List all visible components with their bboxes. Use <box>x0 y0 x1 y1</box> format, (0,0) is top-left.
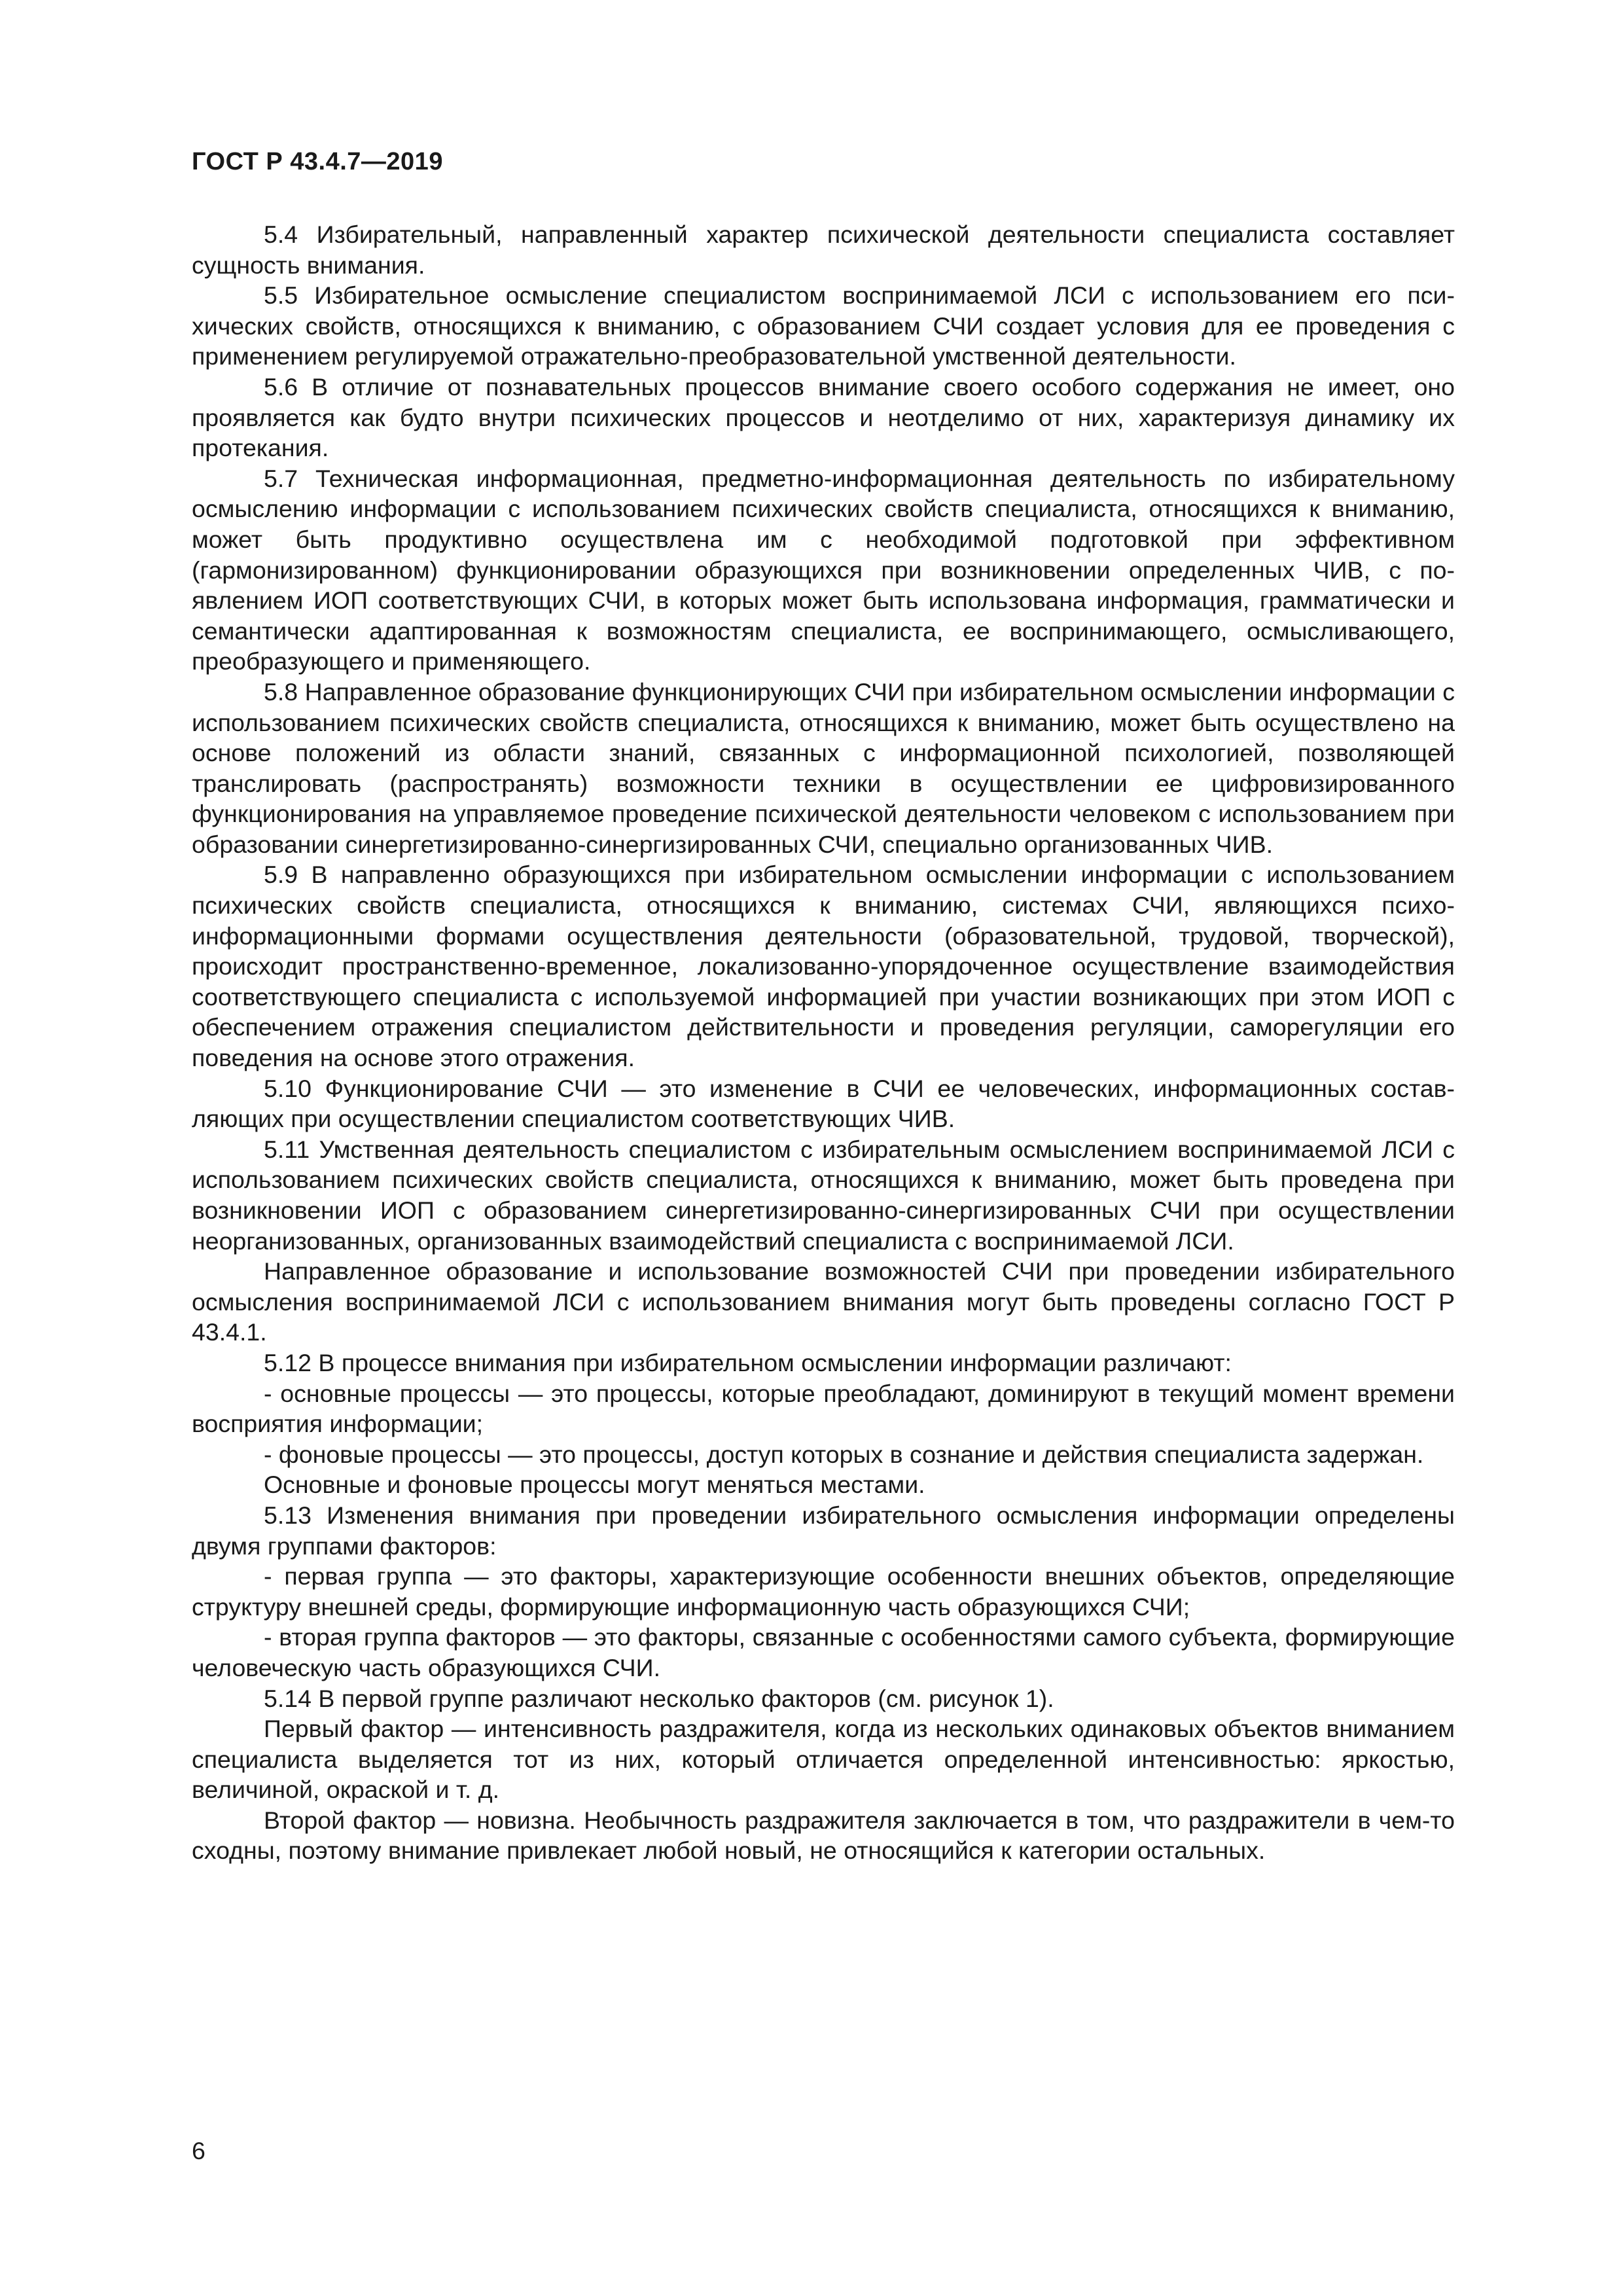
paragraph-5-10: 5.10 Функционирование СЧИ — это изменение в СЧИ ее человеческих, информационных составляющих при осуществлении специалистом соответствующих ЧИВ. <box>192 1074 1455 1133</box>
paragraph-5-11: 5.11 Умственная деятельность специалистом с избирательным осмыслением воспринимаемой ЛСИ с использованием психических свойств специалиста, относящихся к вниманию, может быть проведена при возникновении ИОП с образованием синергетизированно-синергизированных СЧИ при осуществлении неорганизованных, организованных взаимодействий специалиста с воспринимаемой ЛСИ. <box>192 1135 1455 1255</box>
paragraph-5-13: 5.13 Изменения внимания при проведении избирательного осмысления информации определены двумя группами факторов: <box>192 1501 1455 1560</box>
paragraph-5-11-continued: Направленное образование и использование возможностей СЧИ при проведении избирательного осмысления воспринимаемой ЛСИ с использованием внимания могут быть проведены согласно ГОСТ Р 43.4.1. <box>192 1257 1455 1346</box>
paragraph-5-4: 5.4 Избирательный, направленный характер психической деятельности специалиста составляет сущность внимания. <box>192 221 1455 279</box>
paragraph-5-12: 5.12 В процессе внимания при избирательном осмыслении информации различают: <box>264 1348 1232 1376</box>
paragraph-5-9: 5.9 В направленно образующихся при избирательном осмыслении информации с использованием психических свойств специалиста, относящихся к вниманию, системах СЧИ, являющихся психоинформационными формами осуществления деятельности (образовательной, трудовой, творческой), происходит пространственно-временное, локализованно-упорядоченное осуществление взаимодействия соответствующего специалиста с используемой информацией при участии возникающих при этом ИОП с обеспечением отражения специалистом действительности и проведения регуляции, саморегуляции его поведения на основе этого отражения. <box>192 861 1455 1072</box>
list-item-first-group: - первая группа — это факторы, характеризующие особенности внешних объектов, определяющие структуру внешней среды, формирующие информационную часть образующихся СЧИ; <box>192 1562 1455 1621</box>
list-item-second-group: - вторая группа факторов — это факторы, связанные с особенностями самого субъекта, формирующие человеческую часть образующихся СЧИ. <box>192 1623 1455 1681</box>
paragraph-processes-swap: Основные и фоновые процессы могут меняться местами. <box>264 1471 925 1499</box>
list-item-background-processes: - фоновые процессы — это процессы, доступ которых в сознание и действия специалиста задержан. <box>264 1440 1424 1468</box>
paragraph-second-factor: Второй фактор — новизна. Необычность раздражителя заключается в том, что раздражители в чем-то сходны, поэтому внимание привлекает любой новый, не относящийся к категории остальных. <box>192 1806 1455 1865</box>
document-code-header: ГОСТ Р 43.4.7—2019 <box>192 148 443 175</box>
list-item-main-processes: - основные процессы — это процессы, которые преобладают, доминируют в текущий момент времени восприятия информации; <box>192 1379 1455 1438</box>
paragraph-5-5: 5.5 Избирательное осмысление специалистом воспринимаемой ЛСИ с использованием его психических свойств, относящихся к вниманию, с образованием СЧИ создает условия для ее проведения с применением регулируемой отражательно-преобразовательной умственной деятельности. <box>192 281 1455 370</box>
paragraph-5-7: 5.7 Техническая информационная, предметно-информационная деятельность по избирательному осмыслению информации с использованием психических свойств специалиста, относящихся к вниманию, может быть продуктивно осуществлена им с необходимой подготовкой при эффективном (гармонизированном) функционировании образующихся при возникновении определенных ЧИВ, с появлением ИОП соответствующих СЧИ, в которых может быть использована информация, грамматически и семантически адаптированная к возможностям специалиста, ее воспринимающего, осмысливающего, преобразующего и применяющего. <box>192 464 1455 675</box>
paragraph-5-8: 5.8 Направленное образование функционирующих СЧИ при избирательном осмыслении информации с использованием психических свойств специалиста, относящихся к вниманию, может быть осуществлено на основе положений из области знаний, связанных с информационной психологией, позволяющей транслировать (распространять) возможности техники в осуществлении ее цифровизированного функционирования на управляемое проведение психической деятельности человеком с использованием при образовании синергетизированно-синергизированных СЧИ, специально организованных ЧИВ. <box>192 677 1455 858</box>
document-body <box>192 219 1455 1866</box>
page-number: 6 <box>192 2137 205 2164</box>
paragraph-5-14: 5.14 В первой группе различают несколько факторов (см. рисунок 1). <box>264 1684 1054 1712</box>
paragraph-first-factor: Первый фактор — интенсивность раздражителя, когда из нескольких одинаковых объектов вниманием специалиста выделяется тот из них, который отличается определенной интенсивностью: яркостью, величиной, окраской и т. д. <box>192 1715 1455 1804</box>
paragraph-5-6: 5.6 В отличие от познавательных процессов внимание своего особого содержания не имеет, оно проявляется как будто внутри психических процессов и неотделимо от них, характеризуя динамику их протекания. <box>192 372 1455 462</box>
